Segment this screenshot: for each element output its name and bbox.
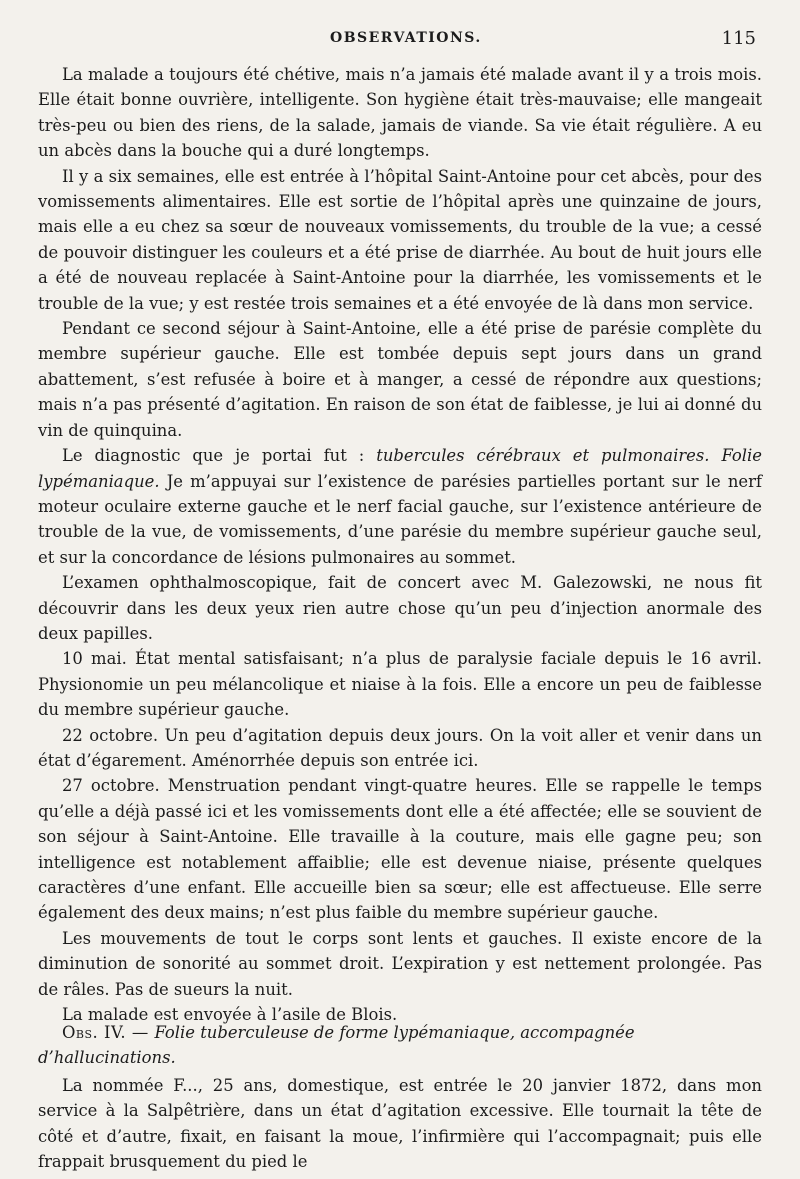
observation-title: Folie tuberculeuse de forme lypémaniaque, accompagnée d’hallucinations.	[38, 1023, 635, 1067]
running-title: OBSERVATIONS.	[330, 30, 482, 46]
paragraph: La malade a toujours été chétive, mais n’a jamais été malade avant il y a trois mois. Elle était bonne ouvrière, intelligente. Son hygiène était très-mauvaise; elle mangeait très-peu ou bien des riens, de la salade, jamais de viande. Sa vie était régulière. A eu un abcès dans la bouche qui a duré longtemps.	[38, 65, 762, 161]
page-number: 115	[721, 28, 756, 49]
diagnostic-rest: Je m’appuyai sur l’existence de parésies partielles portant sur le nerf moteur oculaire externe gauche et le nerf facial gauche, sur l’existence antérieure de trouble de la vue, de vomissements, d’une parésie du membre supérieur gauche seul, et sur la concordance de lésions pulmonaires au sommet.	[38, 471, 762, 567]
paragraph: 22 octobre. Un peu d’agitation depuis deux jours. On la voit aller et venir dans un état d’égarement. Aménorrhée depuis son entrée ici.	[38, 725, 762, 770]
observation-heading	[38, 1020, 762, 1070]
paragraph: 10 mai. État mental satisfaisant; n’a plus de paralysie faciale depuis le 16 avril. Physionomie un peu mélancolique et niaise à la fois. Elle a encore un peu de faiblesse du membre supérieur gauche.	[38, 649, 762, 720]
diagnostic-lead: Le diagnostic que je portai fut :	[62, 446, 377, 466]
paragraph: La nommée F..., 25 ans, domestique, est entrée le 20 janvier 1872, dans mon service à la Salpêtrière, dans un état d’agitation excessive. Elle tournait la tête de côté et d’autre, fixait, en faisant la moue, l’infirmière qui l’accompagnait; puis elle frappait brusquement du pied le	[38, 1076, 762, 1172]
paragraph: Il y a six semaines, elle est entrée à l’hôpital Saint-Antoine pour cet abcès, pour des vomissements alimentaires. Elle est sortie de l’hôpital après une quinzaine de jours, mais elle a eu chez sa sœur de nouveaux vomissements, du trouble de la vue; a cessé de pouvoir distinguer les couleurs et a été prise de diarrhée. Au bout de huit jours elle a été de nouveau replacée à Saint-Antoine pour la diarrhée, les vomissements et le trouble de la vue; y est restée trois semaines et a été envoyée de là dans mon service.	[38, 166, 762, 313]
paragraph: Pendant ce second séjour à Saint-Antoine, elle a été prise de parésie complète du membre supérieur gauche. Elle est tombée depuis sept jours dans un grand abattement, s’est refusée à boire et à manger, a cessé de répondre aux questions; mais n’a pas présenté d’agitation. En raison de son état de faiblesse, je lui ai donné du vin de quinquina.	[38, 319, 762, 440]
paragraph: 27 octobre. Menstruation pendant vingt-quatre heures. Elle se rappelle le temps qu’elle a déjà passé ici et les vomissements dont elle a été affectée; elle se souvient de son séjour à Saint-Antoine. Elle travaille à la couture, mais elle gagne peu; son intelligence est notablement affaiblie; elle est devenue niaise, présente quelques caractères d’une enfant. Elle accueille bien sa sœur; elle est affectueuse. Elle serre également des deux mains; n’est plus faible du membre supérieur gauche.	[38, 776, 762, 923]
observation-text	[38, 1073, 762, 1175]
running-head	[40, 28, 756, 52]
main-text	[38, 62, 762, 1027]
diagnostic-paragraph	[38, 443, 762, 570]
paragraph: L’examen ophthalmoscopique, fait de concert avec M. Galezowski, ne nous fit découvrir dans les deux yeux rien autre chose qu’un peu d’injection anormale des deux papilles.	[38, 573, 762, 643]
paragraph: Les mouvements de tout le corps sont lents et gauches. Il existe encore de la diminution de sonorité au sommet droit. L’expiration y est nettement prolongée. Pas de râles. Pas de sueurs la nuit.	[38, 928, 762, 999]
diagnostic-italic: tubercules cérébraux et pulmonaires. Folie lypémaniaque.	[38, 446, 762, 491]
paragraph: La malade est envoyée à l’asile de Blois.	[62, 1005, 398, 1025]
observation-number: Obs. IV. —	[62, 1023, 155, 1042]
